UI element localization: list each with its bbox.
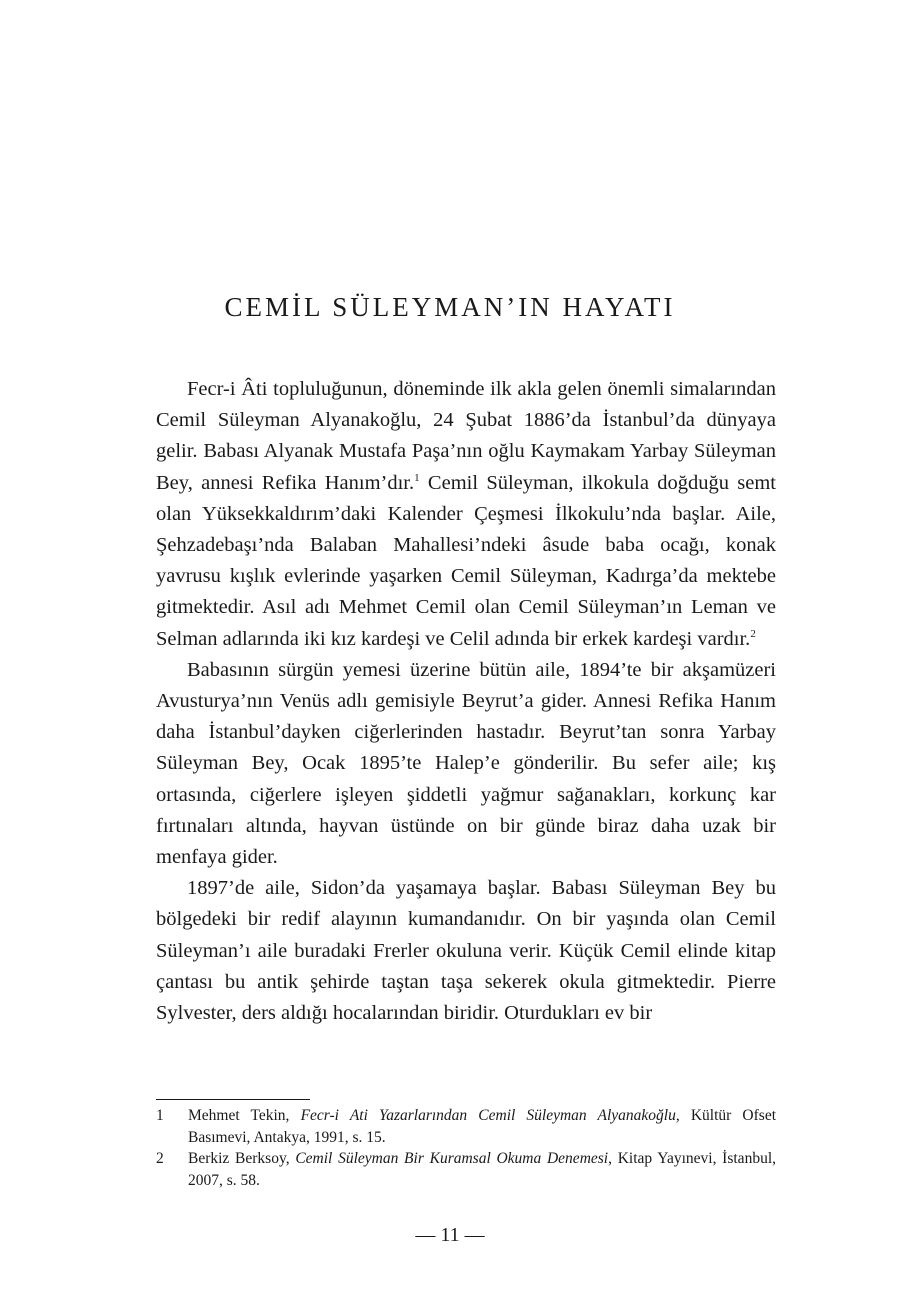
footnote-1 (156, 1105, 776, 1148)
paragraph-1-text-b: Cemil Süleyman, ilkokula doğduğu semt olan Yüksekkaldırım’daki Kalender Çeşmesi İlkokulu’nda başlar. Aile, Şehzadebaşı’nda Balaban Mahallesi’ndeki âsude baba ocağı, konak yavrusu kışlık evlerinde yaşarken Cemil Süleyman, Kadırga’da mektebe gitmektedir. Asıl adı Mehmet Cemil olan Cemil Süleyman’ın Leman ve Selman adlarında iki kız kardeşi ve Celil adında bir erkek kardeşi vardır. (156, 471, 776, 650)
paragraph-1 (156, 374, 776, 655)
footnote-2 (156, 1148, 776, 1191)
chapter-title: CEMİL SÜLEYMAN’IN HAYATI (224, 292, 676, 323)
footnote-2-number: 2 (156, 1150, 164, 1167)
body-text (156, 374, 776, 1029)
footnote-ref-2: 2 (750, 627, 756, 640)
paragraph-2: Babasının sürgün yemesi üzerine bütün aile, 1894’te bir akşamüzeri Avusturya’nın Venüs adlı gemisiyle Beyrut’a gider. Annesi Refika Hanım daha İstanbul’dayken ciğerlerinden hastadır. Beyrut’tan sonra Yarbay Süleyman Bey, Ocak 1895’te Halep’e gönderilir. Bu sefer aile; kış ortasında, ciğerlere işleyen şiddetli yağmur sağanakları, korkunç kar fırtınaları altında, hayvan üstünde on bir günde biraz daha uzak bir menfaya gider. (156, 658, 776, 869)
footnotes (156, 1105, 776, 1191)
footnote-divider (156, 1099, 310, 1100)
paragraph-1-text-a: Fecr-i Âti topluluğunun, döneminde ilk akla gelen önemli simalarından Cemil Süleyman Alyanakoğlu, 24 Şubat 1886’da İstanbul’da dünyaya gelir. Babası Alyanak Mustafa Paşa’nın oğlu Kaymakam Yarbay Süleyman Bey, annesi Refika Hanım’dır. (156, 378, 776, 494)
footnote-2-author: Berkiz Berksoy, (188, 1150, 296, 1167)
footnote-2-title: Cemil Süleyman Bir Kuramsal Okuma Denemesi (295, 1150, 609, 1167)
footnote-2-details: , Kitap Yayınevi, İstanbul, 2007, s. 58. (188, 1150, 776, 1189)
footnote-1-number: 1 (156, 1107, 164, 1124)
footnote-1-details: , Kültür Ofset Basımevi, Antakya, 1991, s. 15. (188, 1107, 777, 1146)
footnote-1-text (188, 1105, 776, 1148)
page-number: — 11 — (415, 1224, 485, 1246)
footnote-ref-1: 1 (414, 471, 420, 484)
footnote-2-text (188, 1148, 776, 1191)
footnote-1-author: Mehmet Tekin, (188, 1107, 301, 1124)
paragraph-3: 1897’de aile, Sidon’da yaşamaya başlar. Babası Süleyman Bey bu bölgedeki bir redif alayının kumandanıdır. On bir yaşında olan Cemil Süleyman’ı aile buradaki Frerler okuluna verir. Küçük Cemil elinde kitap çantası bu antik şehirde taştan taşa sekerek okula gitmektedir. Pierre Sylvester, ders aldığı hocalarından biridir. Oturdukları ev bir (156, 877, 776, 1025)
footnote-1-title: Fecr-i Ati Yazarlarından Cemil Süleyman Alyanakoğlu (300, 1107, 676, 1124)
